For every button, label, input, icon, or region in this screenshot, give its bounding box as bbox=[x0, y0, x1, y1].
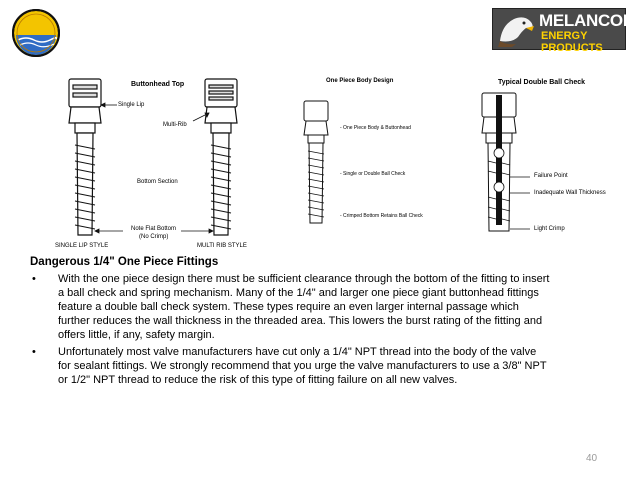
logo-subtitle: ENERGY PRODUCTS bbox=[541, 30, 603, 54]
label-failure-point: Failure Point bbox=[534, 173, 568, 179]
double-ball-drawing bbox=[470, 91, 530, 241]
bullet-marker: • bbox=[32, 346, 36, 358]
label-light-crimp: Light Crimp bbox=[534, 226, 565, 232]
bullet-line: or 1/2" NPT thread to reduce the risk of this type of fitting failure on all new valves. bbox=[58, 374, 458, 386]
label-one-piece-body: - One Piece Body & Buttonhead bbox=[340, 125, 411, 131]
one-piece-drawing bbox=[296, 99, 336, 249]
label-crimped-bottom: - Crimped Bottom Retains Ball Check bbox=[340, 213, 423, 219]
bullet-line: further reduces the wall thickness in the threaded area. This lowers the burst rating of the fitting and bbox=[58, 315, 543, 327]
bullet-line: With the one piece design there must be sufficient clearance through the bottom of the fitting to insert bbox=[58, 273, 550, 285]
label-multi-rib: Multi-Rib bbox=[163, 122, 187, 128]
label-bottom-section: Bottom Section bbox=[137, 179, 178, 185]
bullet-line: offers little, if any, safety margin. bbox=[58, 329, 215, 341]
one-piece-figure bbox=[296, 75, 426, 235]
label-single-lip: Single Lip bbox=[118, 102, 145, 108]
bullet-list bbox=[30, 272, 618, 387]
company-seal-logo bbox=[10, 8, 62, 58]
melancon-logo bbox=[492, 8, 635, 54]
logo-title: MELANCON bbox=[539, 11, 635, 30]
one-piece-title: One Piece Body Design bbox=[326, 78, 394, 84]
bullet-line: a ball check and spring mechanism. Many of the 1/4" and larger one piece giant buttonhead fittings bbox=[58, 287, 539, 299]
buttonhead-figure bbox=[55, 75, 255, 255]
bullet-line: Unfortunately most valve manufacturers have cut only a 1/4" NPT thread into the body of the valve bbox=[58, 346, 537, 358]
bullet-line: for sealant fittings. We strongly recommend that you urge the valve manufacturers to use a 3/8" NPT bbox=[58, 360, 547, 372]
bullet-item bbox=[30, 345, 618, 387]
label-multi-rib-style: MULTI RIB STYLE bbox=[197, 243, 247, 249]
label-flat-bottom: Note Flat Bottom bbox=[131, 226, 177, 232]
bullet-marker: • bbox=[32, 273, 36, 285]
double-ball-figure bbox=[470, 75, 620, 240]
label-single-lip-style: SINGLE LIP STYLE bbox=[55, 243, 109, 249]
eagle-icon bbox=[496, 11, 536, 47]
bullet-item bbox=[30, 272, 618, 342]
label-no-crimp: (No Crimp) bbox=[139, 234, 169, 240]
buttonhead-title: Buttonhead Top bbox=[131, 81, 185, 88]
page-number: 40 bbox=[586, 453, 598, 464]
content-block bbox=[30, 255, 618, 390]
double-ball-title: Typical Double Ball Check bbox=[498, 79, 586, 86]
label-ball-check: - Single or Double Ball Check bbox=[340, 171, 406, 177]
bullet-line: feature a double ball check system. These types require an even larger internal passage which bbox=[58, 301, 519, 313]
label-inadequate-wall: Inadequate Wall Thickness bbox=[534, 190, 606, 196]
section-heading: Dangerous 1/4" One Piece Fittings bbox=[30, 256, 219, 268]
